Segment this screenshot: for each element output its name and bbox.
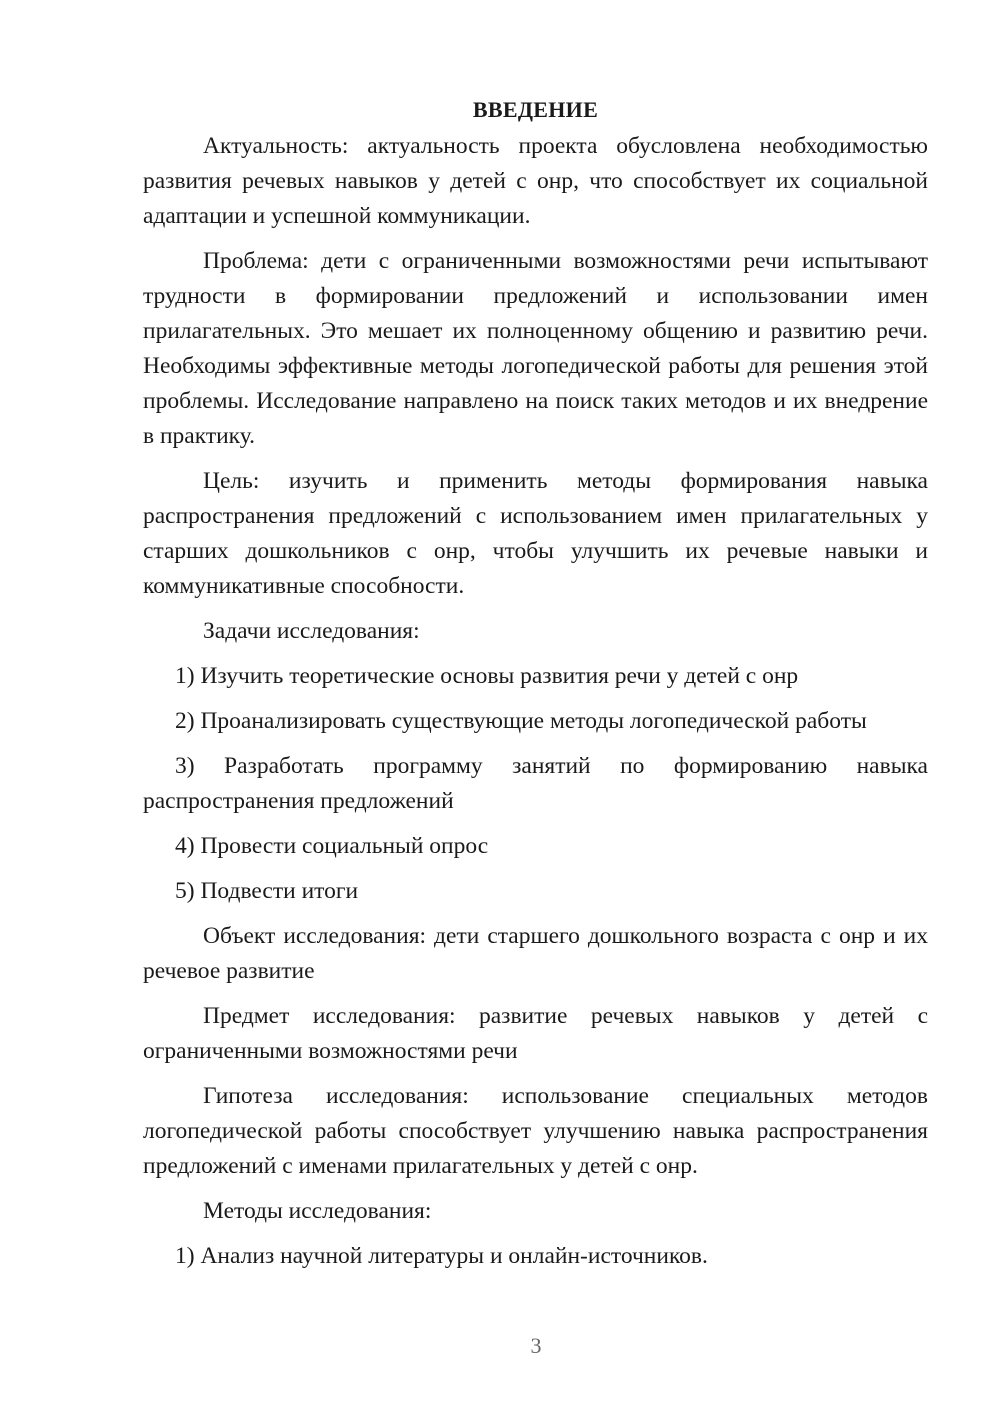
task-item-2: 2) Проанализировать существующие методы логопедической работы bbox=[175, 708, 867, 734]
page-content bbox=[143, 92, 928, 1284]
task-item-1: 1) Изучить теоретические основы развития речи у детей с онр bbox=[175, 663, 799, 689]
paragraph-object: Объект исследования: дети старшего дошкольного возраста с онр и их речевое развитие bbox=[143, 923, 928, 984]
paragraph-hypothesis: Гипотеза исследования: использование специальных методов логопедической работы способствует улучшению навыка распространения предложений с именами прилагательных у детей с онр. bbox=[143, 1083, 928, 1179]
paragraph-relevance: Актуальность: актуальность проекта обусловлена необходимостью развития речевых навыков у детей с онр, что способствует их социальной адаптации и успешной коммуникации. bbox=[143, 133, 928, 229]
task-item-5: 5) Подвести итоги bbox=[175, 878, 359, 904]
paragraph-subject: Предмет исследования: развитие речевых навыков у детей с ограниченными возможностями речи bbox=[143, 1003, 928, 1064]
page-number: 3 bbox=[530, 1333, 542, 1358]
task-item-4: 4) Провести социальный опрос bbox=[175, 833, 489, 859]
method-item-1: 1) Анализ научной литературы и онлайн-источников. bbox=[175, 1243, 708, 1269]
paragraph-problem: Проблема: дети с ограниченными возможностями речи испытывают трудности в формировании предложений и использовании имен прилагательных. Это мешает их полноценному общению и развитию речи. Необходимы эффективные методы логопедической работы для решения этой проблемы. Исследование направлено на поиск таких методов и их внедрение в практику. bbox=[143, 248, 928, 449]
tasks-heading: Задачи исследования: bbox=[203, 618, 420, 644]
paragraph-goal: Цель: изучить и применить методы формирования навыка распространения предложений с использованием имен прилагательных у старших дошкольников с онр, чтобы улучшить их речевые навыки и коммуникативные способности. bbox=[143, 468, 928, 599]
methods-heading: Методы исследования: bbox=[203, 1198, 432, 1224]
task-item-3: 3) Разработать программу занятий по формированию навыка распространения предложений bbox=[143, 753, 928, 814]
section-title: ВВЕДЕНИЕ bbox=[472, 97, 599, 122]
